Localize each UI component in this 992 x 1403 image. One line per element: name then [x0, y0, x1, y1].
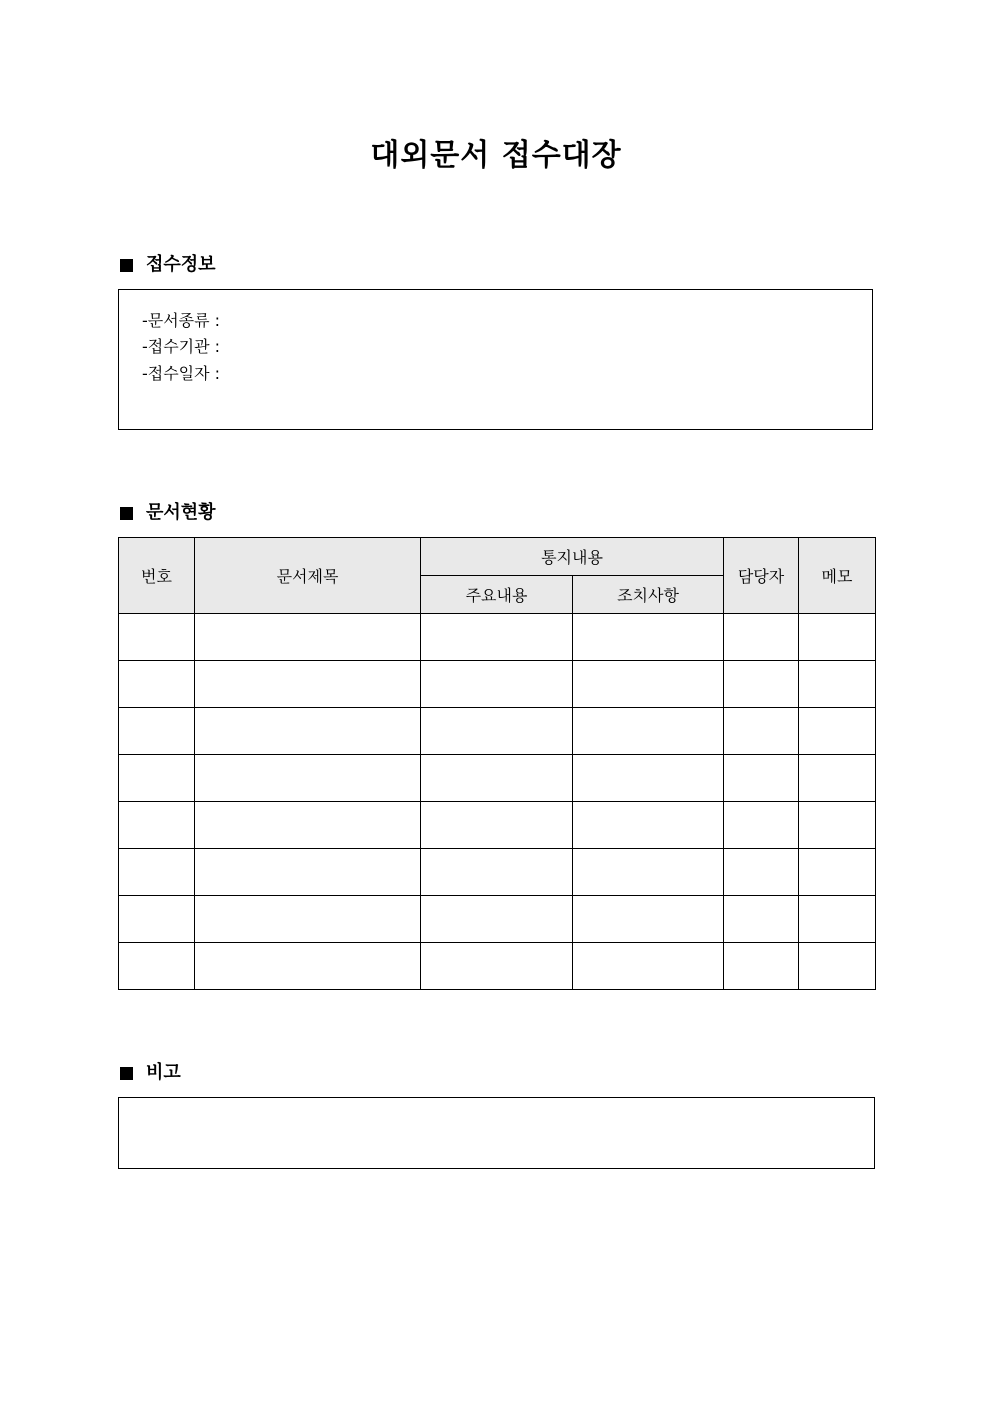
manager-cell[interactable]	[724, 802, 799, 849]
memo-cell[interactable]	[799, 802, 876, 849]
main-content-cell[interactable]	[421, 896, 573, 943]
manager-cell[interactable]	[724, 849, 799, 896]
number-cell[interactable]	[119, 755, 195, 802]
column-header-memo: 메모	[799, 538, 876, 614]
main-content-cell[interactable]	[421, 943, 573, 990]
receipt-info-box	[118, 289, 873, 430]
manager-cell[interactable]	[724, 614, 799, 661]
doc-title-cell[interactable]	[195, 755, 421, 802]
memo-cell[interactable]	[799, 896, 876, 943]
column-header-manager: 담당자	[724, 538, 799, 614]
doc-title-cell[interactable]	[195, 802, 421, 849]
main-content-cell[interactable]	[421, 755, 573, 802]
action-taken-cell[interactable]	[573, 614, 724, 661]
manager-cell[interactable]	[724, 943, 799, 990]
receiving-org-line: -접수기관 :	[142, 337, 221, 356]
memo-cell[interactable]	[799, 708, 876, 755]
doc-title-cell[interactable]	[195, 896, 421, 943]
doc-title-cell[interactable]	[195, 661, 421, 708]
main-content-cell[interactable]	[421, 661, 573, 708]
document-status-table	[118, 537, 876, 990]
doc-title-cell[interactable]	[195, 943, 421, 990]
memo-cell[interactable]	[799, 661, 876, 708]
main-content-cell[interactable]	[421, 708, 573, 755]
memo-cell[interactable]	[799, 943, 876, 990]
table-row	[119, 708, 876, 755]
action-taken-cell[interactable]	[573, 896, 724, 943]
section-heading-label: 접수정보	[146, 254, 216, 275]
column-header-main-content: 주요내용	[421, 576, 573, 614]
doc-type-line: -문서종류 :	[142, 311, 221, 330]
section-heading-label: 비고	[146, 1062, 181, 1083]
table-row	[119, 943, 876, 990]
table-row	[119, 896, 876, 943]
manager-cell[interactable]	[724, 896, 799, 943]
action-taken-cell[interactable]	[573, 661, 724, 708]
number-cell[interactable]	[119, 614, 195, 661]
number-cell[interactable]	[119, 708, 195, 755]
column-header-action-taken: 조치사항	[573, 576, 724, 614]
remarks-box[interactable]	[118, 1097, 875, 1169]
memo-cell[interactable]	[799, 849, 876, 896]
main-content-cell[interactable]	[421, 849, 573, 896]
number-cell[interactable]	[119, 661, 195, 708]
column-header-notice-group: 통지내용	[421, 538, 724, 576]
table-row	[119, 614, 876, 661]
manager-cell[interactable]	[724, 708, 799, 755]
section-heading-label: 문서현황	[146, 502, 216, 523]
table-row	[119, 849, 876, 896]
section-heading-remarks	[119, 1062, 181, 1084]
manager-cell[interactable]	[724, 755, 799, 802]
number-cell[interactable]	[119, 849, 195, 896]
main-content-cell[interactable]	[421, 614, 573, 661]
number-cell[interactable]	[119, 896, 195, 943]
doc-title-cell[interactable]	[195, 849, 421, 896]
receipt-date-line: -접수일자 :	[142, 364, 221, 383]
action-taken-cell[interactable]	[573, 755, 724, 802]
action-taken-cell[interactable]	[573, 849, 724, 896]
square-bullet-icon	[120, 259, 133, 272]
main-content-cell[interactable]	[421, 802, 573, 849]
action-taken-cell[interactable]	[573, 708, 724, 755]
memo-cell[interactable]	[799, 614, 876, 661]
table-row	[119, 661, 876, 708]
action-taken-cell[interactable]	[573, 802, 724, 849]
doc-title-cell[interactable]	[195, 614, 421, 661]
column-header-doc-title: 문서제목	[195, 538, 421, 614]
memo-cell[interactable]	[799, 755, 876, 802]
doc-title-cell[interactable]	[195, 708, 421, 755]
square-bullet-icon	[120, 507, 133, 520]
manager-cell[interactable]	[724, 661, 799, 708]
square-bullet-icon	[120, 1067, 133, 1080]
section-heading-receipt-info	[119, 254, 216, 276]
table-row	[119, 755, 876, 802]
number-cell[interactable]	[119, 802, 195, 849]
section-heading-document-status	[119, 502, 216, 524]
page-title: 대외문서 접수대장	[370, 138, 622, 173]
action-taken-cell[interactable]	[573, 943, 724, 990]
table-row	[119, 802, 876, 849]
column-header-number: 번호	[119, 538, 195, 614]
number-cell[interactable]	[119, 943, 195, 990]
